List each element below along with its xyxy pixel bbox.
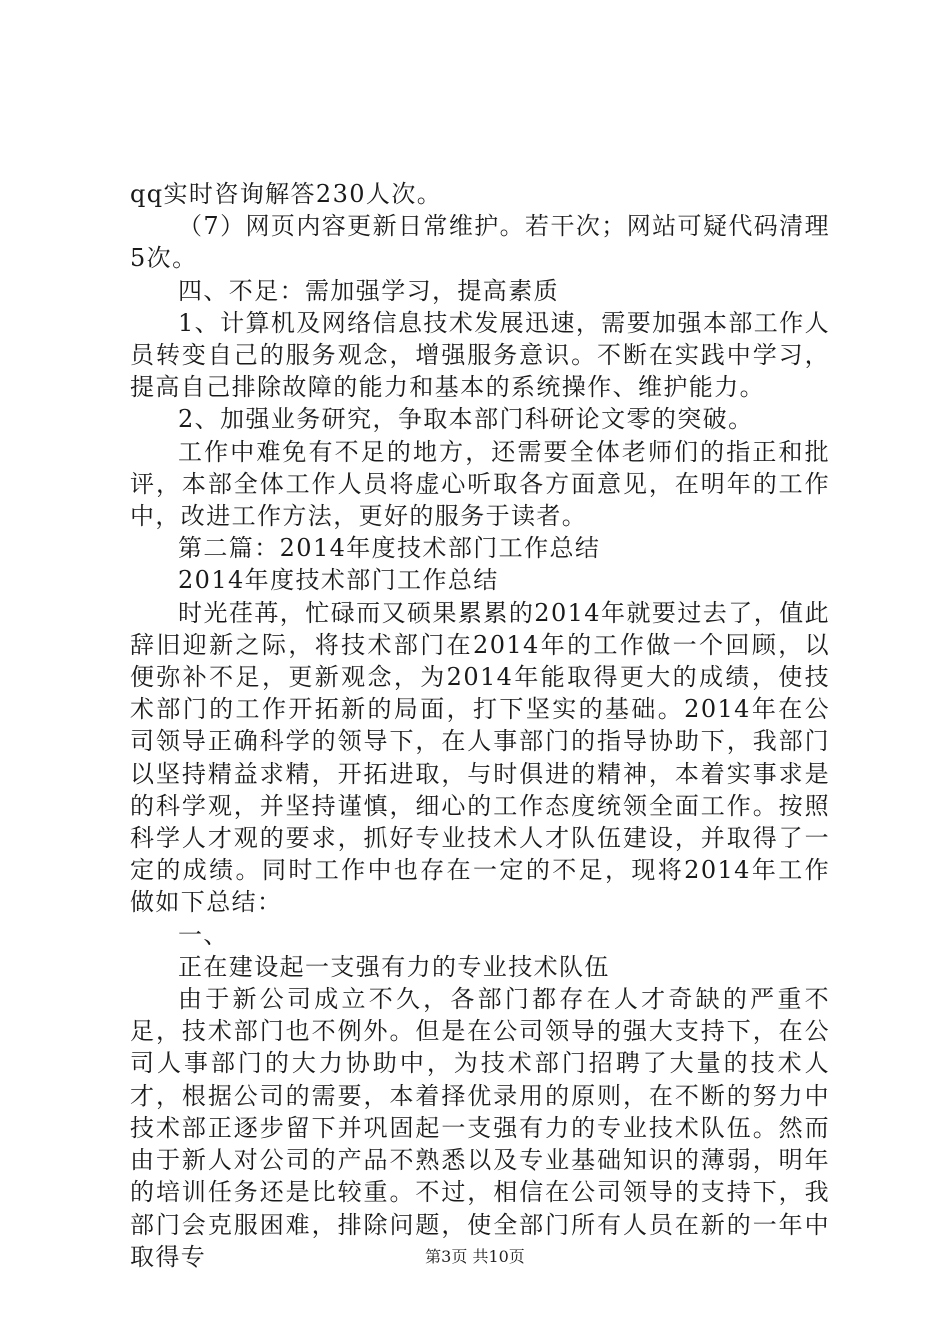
paragraph: 1、计算机及网络信息技术发展迅速，需要加强本部工作人员转变自己的服务观念，增强服务意识。不断在实践中学习，提高自己排除故障的能力和基本的系统操作、维护能力。 (130, 308, 830, 402)
paragraph: （7）网页内容更新日常维护。若干次；网站可疑代码清理5次。 (130, 212, 830, 273)
paragraph: 由于新公司成立不久，各部门都存在人才奇缺的严重不足，技术部门也不例外。但是在公司领导的强大支持下，在公司人事部门的大力协助中，为技术部门招聘了大量的技术人才，根据公司的需要，本着择优录用的原则，在不断的努力中技术部正逐步留下并巩固起一支强有力的专业技术队伍。然而由于新人对公司的产品不熟悉以及专业基础知识的薄弱，明年的培训任务还是比较重。不过，相信在公司领导的支持下，我部门会克服困难，排除问题，使全部门所有人员在新的一年中取得专 (130, 985, 830, 1271)
section-number: 一、 (178, 920, 229, 949)
page-footer: 第3页 共10页 (425, 1247, 525, 1266)
section-heading: 四、不足：需加强学习，提高素质 (178, 276, 559, 305)
document-title: 2014年度技术部门工作总结 (178, 566, 499, 595)
document-body (130, 178, 830, 1273)
chapter-heading: 第二篇：2014年度技术部门工作总结 (178, 534, 601, 563)
paragraph: qq实时咨询解答230人次。 (130, 180, 443, 208)
section-heading: 正在建设起一支强有力的专业技术队伍 (178, 952, 610, 981)
paragraph: 工作中难免有不足的地方，还需要全体老师们的指正和批评，本部全体工作人员将虚心听取各方面意见，在明年的工作中，改进工作方法，更好的服务于读者。 (130, 437, 830, 531)
paragraph: 2、加强业务研究，争取本部门科研论文零的突破。 (178, 405, 754, 434)
paragraph: 时光荏苒，忙碌而又硕果累累的2014年就要过去了，值此辞旧迎新之际，将技术部门在2014年的工作做一个回顾，以便弥补不足，更新观念，为2014年能取得更大的成绩，使技术部门的工作开拓新的局面，打下坚实的基础。2014年在公司领导正确科学的领导下，在人事部门的指导协助下，我部门以坚持精益求精，开拓进取，与时俱进的精神，本着实事求是的科学观，并坚持谨慎，细心的工作态度统领全面工作。按照科学人才观的要求，抓好专业技术人才队伍建设，并取得了一定的成绩。同时工作中也存在一定的不足，现将2014年工作做如下总结： (130, 598, 830, 917)
